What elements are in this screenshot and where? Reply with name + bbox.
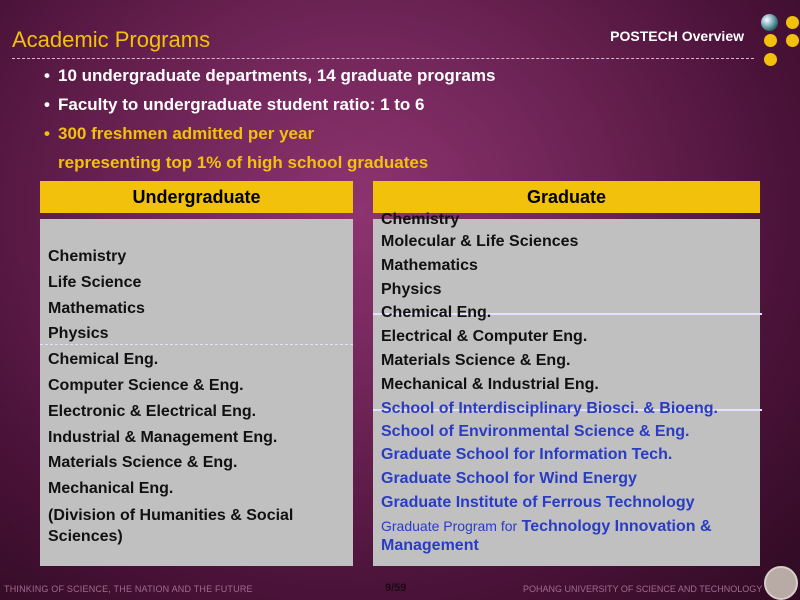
undergraduate-item: Materials Science & Eng.: [48, 454, 238, 472]
bullet-item: [44, 122, 495, 151]
postech-logo: [758, 12, 800, 70]
undergraduate-item: (Division of Humanities & Social Sciences): [48, 506, 294, 545]
header-divider: [12, 58, 754, 59]
footer-university: POHANG UNIVERSITY OF SCIENCE AND TECHNOLOGY: [523, 584, 763, 594]
bullet-glyph: •: [44, 95, 50, 114]
logo-dot: [764, 53, 777, 66]
bullet-text: representing top 1% of high school graduates: [58, 153, 429, 172]
graduate-item-prefix: Graduate Program for: [381, 517, 518, 534]
graduate-list: [381, 210, 756, 557]
undergraduate-item: Chemical Eng.: [48, 351, 159, 369]
logo-dot: [786, 16, 799, 29]
graduate-item: Molecular & Life Sciences: [381, 233, 579, 250]
undergraduate-item: Life Science: [48, 273, 142, 291]
bullet-item-continuation: [44, 151, 495, 180]
undergraduate-item: Industrial & Management Eng.: [48, 428, 278, 446]
graduate-item: Materials Science & Eng.: [381, 351, 571, 369]
bullet-item: [44, 64, 495, 93]
graduate-item: Electrical & Computer Eng.: [381, 328, 588, 346]
logo-dot: [764, 34, 777, 47]
graduate-item: School of Interdisciplinary Biosci. & Bioeng.: [381, 399, 718, 417]
university-seal-icon: [764, 566, 798, 600]
bullet-list: [44, 64, 495, 180]
bullet-text: 10 undergraduate departments, 14 graduate programs: [58, 66, 496, 85]
bullet-text: 300 freshmen admitted per year: [58, 124, 315, 143]
footer-slogan: THINKING OF SCIENCE, THE NATION AND THE FUTURE: [4, 584, 253, 594]
graduate-item: Graduate Institute of Ferrous Technology: [381, 493, 695, 511]
undergraduate-item: Mechanical Eng.: [48, 480, 174, 498]
graduate-item: School of Environmental Science & Eng.: [381, 422, 690, 440]
graduate-item: Graduate School for Wind Energy: [381, 470, 637, 488]
bullet-glyph: •: [44, 66, 50, 85]
globe-icon: [761, 14, 778, 31]
undergraduate-header: Undergraduate: [40, 181, 353, 213]
bullet-glyph: •: [44, 124, 50, 143]
graduate-item: [381, 517, 756, 555]
undergraduate-list: [48, 244, 348, 547]
graduate-item: Chemistry: [381, 211, 460, 228]
logo-dot: [786, 34, 799, 47]
undergraduate-item: Physics: [48, 325, 109, 343]
undergraduate-item: Computer Science & Eng.: [48, 376, 244, 394]
graduate-item: Mechanical & Industrial Eng.: [381, 375, 599, 393]
graduate-item: Graduate School for Information Tech.: [381, 446, 673, 464]
page-number: 9/59: [385, 582, 407, 594]
graduate-item: Chemical Eng.: [381, 304, 492, 322]
page-title: Academic Programs: [12, 27, 211, 52]
undergraduate-item: Mathematics: [48, 299, 145, 317]
graduate-item-main: Technology Innovation & Management: [381, 517, 712, 554]
graduate-item: Physics: [381, 280, 442, 298]
graduate-header: Graduate: [373, 181, 760, 213]
undergraduate-item: Chemistry: [48, 248, 127, 265]
graduate-item: Mathematics: [381, 256, 478, 274]
bullet-item: [44, 93, 495, 122]
section-label: POSTECH Overview: [610, 28, 744, 44]
bullet-text: Faculty to undergraduate student ratio: 1 to 6: [58, 95, 425, 114]
undergraduate-item: Electronic & Electrical Eng.: [48, 402, 257, 420]
